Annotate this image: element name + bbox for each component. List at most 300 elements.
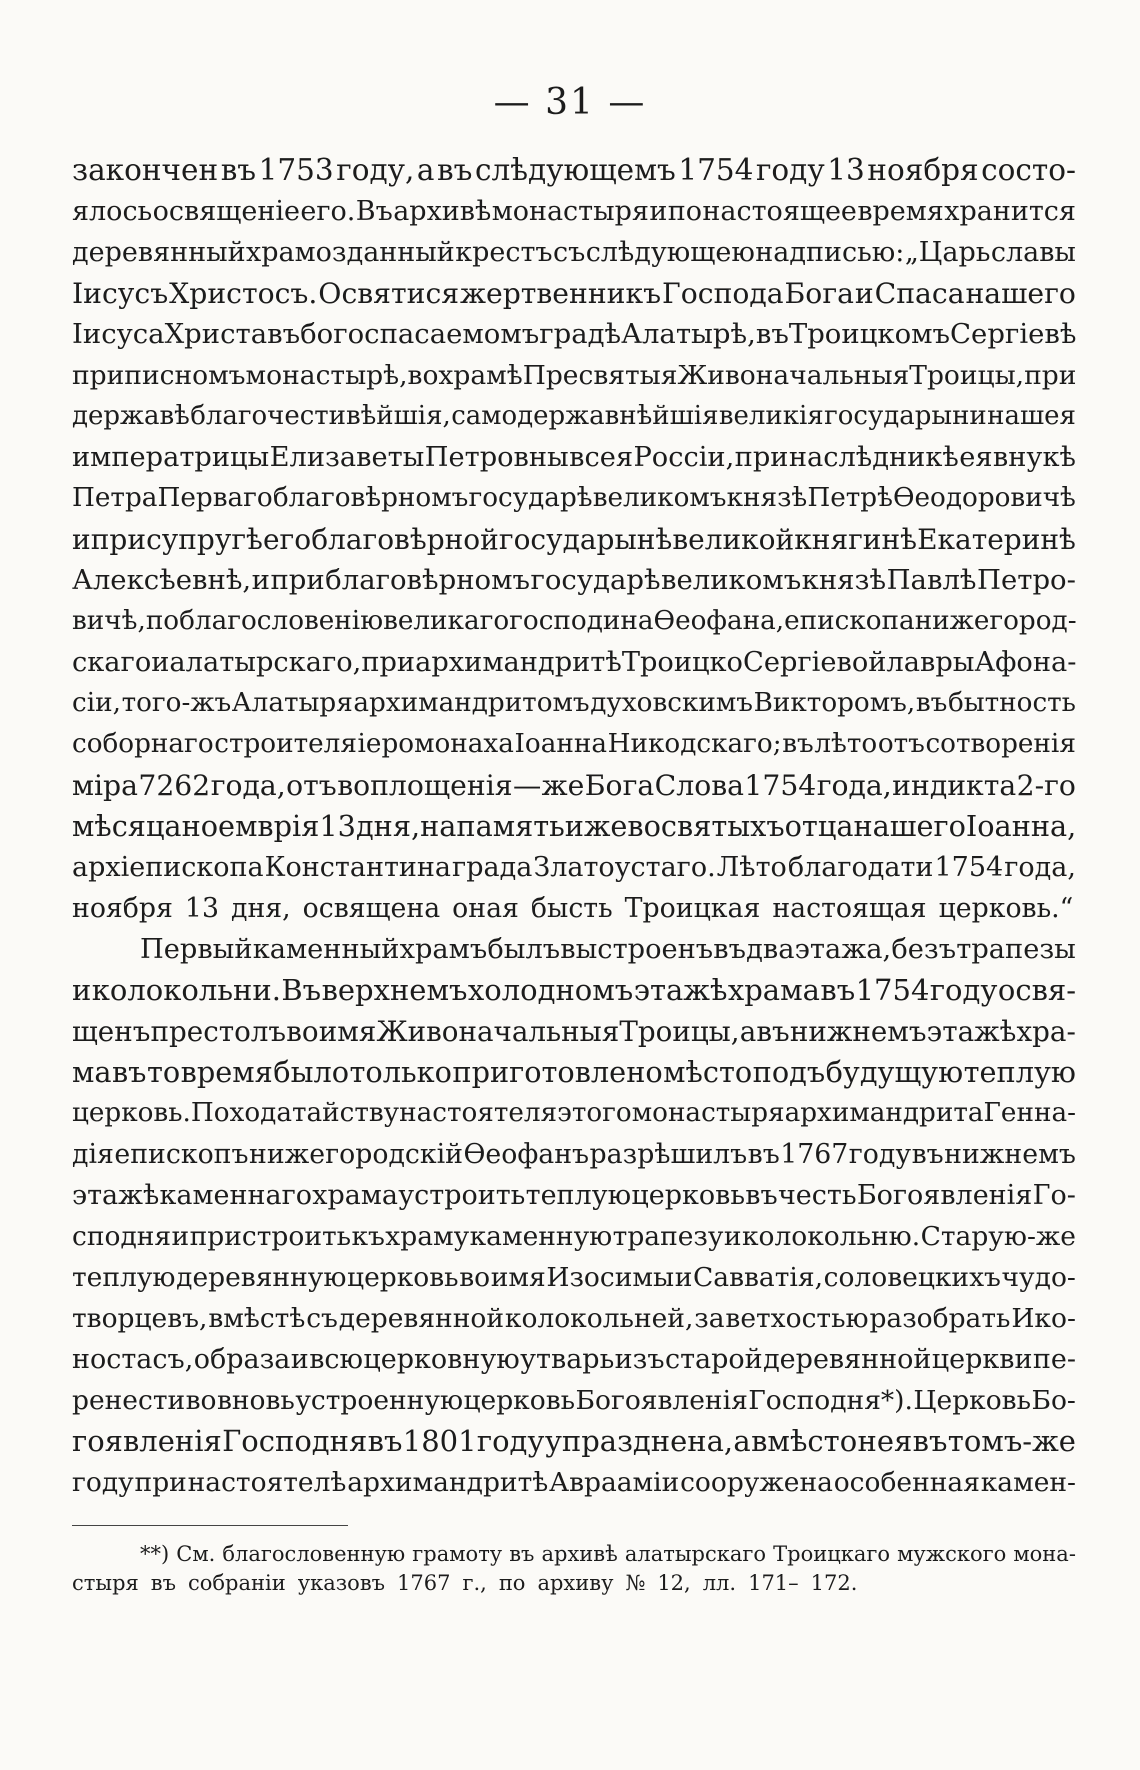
word: ноября [867, 153, 979, 187]
word: нея [857, 1424, 913, 1458]
word: томъ-же [947, 1424, 1076, 1458]
word: Афона- [974, 647, 1077, 678]
word: щенъ [72, 1015, 151, 1048]
word: Освятися [318, 277, 460, 310]
word: Генна- [983, 1098, 1076, 1128]
body-text [72, 150, 1076, 1503]
word: великія [718, 401, 824, 431]
word: 1754 [934, 852, 1004, 883]
word: мужского [897, 1542, 1007, 1566]
word: въ [915, 688, 948, 718]
word: теплую [72, 1262, 176, 1293]
word: слѣдующею [585, 237, 755, 268]
word: трапезу [612, 1221, 724, 1252]
word: Церковь [913, 1385, 1032, 1416]
word: храма [312, 1180, 398, 1211]
word: лѣто [814, 729, 878, 759]
word: въ [755, 318, 789, 350]
text-line [72, 847, 1076, 888]
word: дія [72, 1139, 114, 1170]
text-line [72, 1134, 1076, 1175]
word: Первый [140, 934, 253, 965]
word: было [273, 1055, 350, 1089]
word: Пресвятыя [522, 360, 678, 391]
footnote [72, 1540, 1076, 1598]
word: Троицкомъ [788, 318, 951, 350]
word: Ѳеофана, [653, 606, 785, 636]
word: ея [959, 442, 993, 473]
word: Павлѣ [886, 564, 977, 596]
word: храму [385, 1221, 470, 1252]
word: Петра [72, 483, 158, 513]
word: 1754 [744, 769, 817, 802]
text-line [72, 1216, 1076, 1257]
word: великомъ [592, 483, 727, 513]
word: подъ [752, 1055, 826, 1089]
word: благодати [787, 852, 934, 883]
word: супругѣ [146, 523, 263, 556]
word: на [420, 809, 457, 843]
text-line [72, 642, 1076, 683]
word: 1767 [397, 1571, 451, 1595]
word: Старую-же [920, 1221, 1076, 1252]
word: въ [437, 153, 473, 187]
word: державѣ [72, 401, 190, 431]
word: архиву [537, 1571, 614, 1595]
word: каменную [469, 1221, 613, 1252]
word: камен- [980, 1467, 1076, 1498]
word: По [190, 1098, 230, 1128]
word: Лѣто [716, 852, 787, 883]
word: лл. [702, 1571, 737, 1595]
word: строителя [214, 729, 357, 759]
word: церковь [347, 1262, 459, 1293]
word: во [627, 809, 661, 843]
word: Перваго [157, 483, 273, 513]
word: этажѣ [633, 973, 728, 1007]
word: отъ [286, 769, 337, 802]
word: состо- [981, 153, 1076, 187]
word: Петрѣ [807, 483, 893, 513]
word: отъ [877, 729, 925, 759]
word: Іисуса [72, 318, 165, 350]
word: Бо- [1031, 1385, 1076, 1416]
word: Изосимы [546, 1262, 675, 1293]
word: утварь [520, 1344, 615, 1375]
word: деревянную [176, 1262, 347, 1293]
word: монастыря [491, 196, 649, 227]
word: 7262 [138, 769, 211, 802]
word: приписномъ [72, 360, 246, 391]
word: жертвенникъ [459, 277, 662, 310]
word: Ѳеофанъ [463, 1139, 590, 1170]
word: сооружена [680, 1467, 833, 1498]
word: въ [912, 1424, 948, 1458]
word: мѣсяца [72, 809, 182, 843]
text-line [72, 765, 1076, 806]
paragraph-first-line [72, 929, 1076, 970]
word: храма [727, 973, 820, 1007]
text-line [72, 355, 1076, 396]
word: Богоявленія [856, 1180, 1033, 1211]
word: вновь [216, 1385, 295, 1416]
word: великаго [383, 606, 510, 636]
word: пристроить [189, 1221, 352, 1252]
word: хранится [944, 196, 1076, 227]
word: въ [267, 318, 301, 350]
word: княгинѣ [794, 523, 917, 556]
word: грамоту [412, 1542, 503, 1566]
text-line [72, 601, 1076, 642]
text-line [72, 519, 1076, 560]
word: 13 [827, 153, 865, 187]
footnote-line [72, 1569, 1076, 1598]
word: великой [672, 523, 795, 556]
word: императрицы [72, 442, 270, 473]
word: при [270, 564, 325, 596]
text-line [72, 1093, 1076, 1134]
word: время [857, 196, 944, 227]
word: сіи, [72, 688, 121, 718]
word: настоятеля [399, 1098, 558, 1128]
word: внукѣ [992, 442, 1076, 473]
text-line [72, 150, 1076, 191]
word: имя [490, 1262, 546, 1293]
word: Ѳеодоровичѣ [893, 483, 1076, 513]
text-line [72, 1462, 1076, 1503]
text-line [72, 273, 1076, 314]
word: по [498, 1571, 526, 1595]
word: этого [557, 1098, 632, 1128]
word: 2-го [1016, 769, 1076, 802]
text-line [72, 724, 1076, 765]
text-line [72, 560, 1076, 601]
word: Сергіевой [742, 647, 887, 678]
word: и [854, 277, 874, 310]
word: ноября [72, 893, 173, 924]
word: года, [210, 769, 286, 802]
word: и [674, 1262, 693, 1293]
word: выстроенъ [560, 934, 714, 965]
word: устроенную [295, 1385, 464, 1416]
word: Живоначальныя [376, 1015, 620, 1048]
word: творцевъ, [72, 1303, 208, 1334]
word: году [72, 1467, 134, 1498]
word: церкви [931, 1344, 1033, 1375]
word: а [739, 1015, 757, 1048]
word: вмѣстѣ [208, 1303, 306, 1334]
text-line [72, 396, 1076, 437]
word: господина [509, 606, 654, 636]
word: особенная [833, 1467, 980, 1498]
word: будущую [825, 1055, 964, 1089]
word: монастырѣ, [245, 360, 408, 391]
word: году, [336, 153, 415, 187]
word: освя- [997, 973, 1076, 1007]
word: слѣдующемъ [474, 153, 676, 187]
word: самодержавнѣйшія [451, 401, 719, 431]
word: въ [220, 153, 257, 187]
word: собраніи [187, 1571, 286, 1595]
word: Савватія, [693, 1262, 824, 1293]
word: Богоявленія [575, 1385, 748, 1416]
word: колокольни. [91, 973, 281, 1007]
word: Алексѣевнѣ, [72, 564, 252, 596]
word: съ [552, 237, 586, 268]
word: наслѣдникѣ [788, 442, 959, 473]
word: а [733, 1424, 751, 1458]
word: Петро- [976, 564, 1076, 596]
word: 1767 [780, 1139, 849, 1170]
word: деревянный [72, 237, 246, 268]
word: разобрать [869, 1303, 1011, 1334]
word: Златоустаго. [533, 852, 716, 883]
word: и [290, 1344, 309, 1375]
word: бытность [947, 688, 1076, 718]
word: года, [816, 769, 892, 802]
word: по [667, 196, 702, 227]
word: деревянной [763, 1344, 932, 1375]
text-line [72, 437, 1076, 478]
text-line [72, 1257, 1076, 1298]
word: освящена [302, 893, 441, 924]
word: чудо- [1001, 1262, 1076, 1293]
word: Троицко [621, 647, 743, 678]
word: настоящее [702, 196, 857, 227]
text-line [72, 806, 1076, 847]
text-line [72, 232, 1076, 273]
word: и [723, 1221, 742, 1252]
word: въ [509, 1542, 535, 1566]
word: и [171, 1221, 190, 1252]
word: „Царь [904, 237, 991, 268]
word: въ [782, 729, 814, 759]
word: князѣ [801, 564, 887, 596]
word: церковь. [72, 1098, 191, 1128]
word: архимандритѣ [347, 1467, 549, 1498]
word: благовѣрномъ [272, 483, 469, 513]
word: закончен [72, 153, 219, 187]
word: оная [452, 893, 519, 924]
word: въ [150, 1571, 176, 1595]
word: при [361, 647, 416, 678]
word: къ [351, 1221, 385, 1252]
word: Россіи, [633, 442, 735, 473]
word: Христа [164, 318, 268, 350]
word: въ [367, 1424, 403, 1458]
text-line [72, 683, 1076, 724]
word: его. [300, 196, 356, 227]
word: Въ [355, 196, 393, 227]
word: См. [176, 1542, 216, 1566]
word: нашея [987, 401, 1076, 431]
word: устроить [398, 1180, 526, 1211]
word: монастыря [631, 1098, 785, 1128]
word: соловецкихъ [823, 1262, 1001, 1293]
word: святыхъ [660, 809, 785, 843]
word: при [134, 1467, 187, 1498]
word: 172. [810, 1571, 858, 1595]
text-line [72, 888, 1076, 929]
word: благословенію [179, 606, 384, 636]
word: съ [306, 1303, 338, 1334]
word: колокольней, [504, 1303, 694, 1334]
word: Сергіевѣ [950, 318, 1077, 350]
word: пе- [1032, 1344, 1076, 1375]
word: году [929, 973, 998, 1007]
word: 1801 [402, 1424, 477, 1458]
word: образа [193, 1344, 291, 1375]
word: при [90, 523, 147, 556]
text-line [72, 314, 1076, 355]
word: 171– [748, 1571, 799, 1595]
page-number: — 31 — [493, 82, 647, 123]
word: и [251, 564, 270, 596]
word: освященіе [152, 196, 300, 227]
word: Троицкая [624, 893, 761, 924]
word: безъ [891, 934, 957, 965]
word: церковную [363, 1344, 520, 1375]
word: въ [713, 934, 746, 965]
word: Екатеринѣ [917, 523, 1076, 556]
word: году [476, 1424, 545, 1458]
word: Бога [784, 277, 854, 310]
word: нижнемъ [944, 1139, 1076, 1170]
text-line [72, 1052, 1076, 1093]
word: архимандритѣ [415, 647, 622, 678]
word: Слова [654, 769, 744, 802]
word: всю [309, 1344, 364, 1375]
word: Господня [222, 1424, 368, 1458]
word: имя [318, 1015, 377, 1048]
word: **) [140, 1542, 170, 1566]
word: Алатырѣ, [621, 318, 756, 350]
word: князѣ [726, 483, 808, 513]
word: благочестивѣйшія, [190, 401, 451, 431]
word: Господа [662, 277, 784, 310]
word: мѣсто [663, 1055, 753, 1089]
text-line [72, 970, 1076, 1011]
word: хра- [1016, 1015, 1076, 1048]
word: крестъ [455, 237, 553, 268]
word: каменнаго [159, 1180, 312, 1211]
word: старой [664, 1344, 763, 1375]
word: мона- [1013, 1542, 1076, 1566]
word: въ [112, 1055, 147, 1089]
word: Господня*). [748, 1385, 913, 1416]
word: Алатыря [231, 688, 353, 718]
word: разрѣшилъ [589, 1139, 748, 1170]
word: въ [747, 1139, 780, 1170]
word: стыря [72, 1571, 139, 1595]
text-line [72, 1298, 1076, 1339]
word: Петровны [424, 442, 569, 473]
word: во [459, 1262, 491, 1293]
word: 13 [319, 809, 356, 843]
word: государынѣ [498, 523, 673, 556]
word: храмозданный [245, 237, 455, 268]
word: 13 [184, 893, 219, 924]
word: духовскимъ [590, 688, 753, 718]
word: ветхостью [725, 1303, 869, 1334]
word: нашего [965, 277, 1076, 310]
word: государѣ [468, 483, 593, 513]
word: града [452, 852, 533, 883]
word: индикта [892, 769, 1017, 802]
word: а [416, 153, 435, 187]
word: настоящая [772, 893, 927, 924]
word: Го- [1032, 1180, 1076, 1211]
word: 1754 [678, 153, 754, 187]
word: міра [72, 769, 138, 802]
word: въ [820, 973, 856, 1007]
word: честь [777, 1180, 857, 1211]
word: и [151, 647, 170, 678]
word: архимандритомъ [353, 688, 590, 718]
word: ноемврія [181, 809, 320, 843]
word: каменный [252, 934, 400, 965]
word: трапезы [956, 934, 1076, 965]
word: Спаса [874, 277, 965, 310]
word: дня, [355, 809, 421, 843]
word: то [146, 1055, 181, 1089]
word: Іоанна [514, 729, 607, 759]
word: его [262, 523, 312, 556]
word: вичѣ, [72, 606, 146, 636]
word: Авраамiи [549, 1467, 680, 1498]
text-line [72, 1011, 1076, 1052]
word: теплую [525, 1180, 632, 1211]
word: нашего [853, 809, 966, 843]
word: лавры [886, 647, 975, 678]
word: благословенную [222, 1542, 406, 1566]
text-line [72, 1421, 1076, 1462]
word: время [180, 1055, 273, 1089]
word: году [755, 153, 825, 187]
word: церковь.“ [938, 893, 1074, 924]
word: Іисусъ [72, 277, 169, 310]
word: этажа, [794, 934, 892, 965]
word: архимандрита [784, 1098, 984, 1128]
word: въ [745, 1180, 778, 1211]
word: и [72, 523, 91, 556]
word: воплощенія [337, 769, 513, 802]
word: — [512, 769, 542, 802]
word: алатырскаго, [169, 647, 362, 678]
word: Викторомъ, [753, 688, 916, 718]
word: настоятелѣ [187, 1467, 347, 1498]
word: іеромонаха [357, 729, 514, 759]
word: богоспасаемомъ [300, 318, 540, 350]
word: нижнемъ [789, 1015, 927, 1048]
word: Живоначальныя [677, 360, 910, 391]
word: верхнемъ [321, 973, 468, 1007]
word: нижегород- [914, 606, 1077, 636]
footnote-separator [72, 1525, 348, 1526]
word: ялось [72, 196, 153, 227]
word: сотворенія [925, 729, 1076, 759]
word: епископа [784, 606, 915, 636]
text-line [72, 1339, 1076, 1380]
word: за [694, 1303, 725, 1334]
word: алатырскаго [624, 1542, 767, 1566]
word: Троицы, [619, 1015, 740, 1048]
word: 12, [657, 1571, 691, 1595]
word: соборнаго [72, 729, 214, 759]
word: 1754 [855, 973, 930, 1007]
word: вмѣсто [751, 1424, 858, 1458]
footnote-line [72, 1540, 1076, 1569]
